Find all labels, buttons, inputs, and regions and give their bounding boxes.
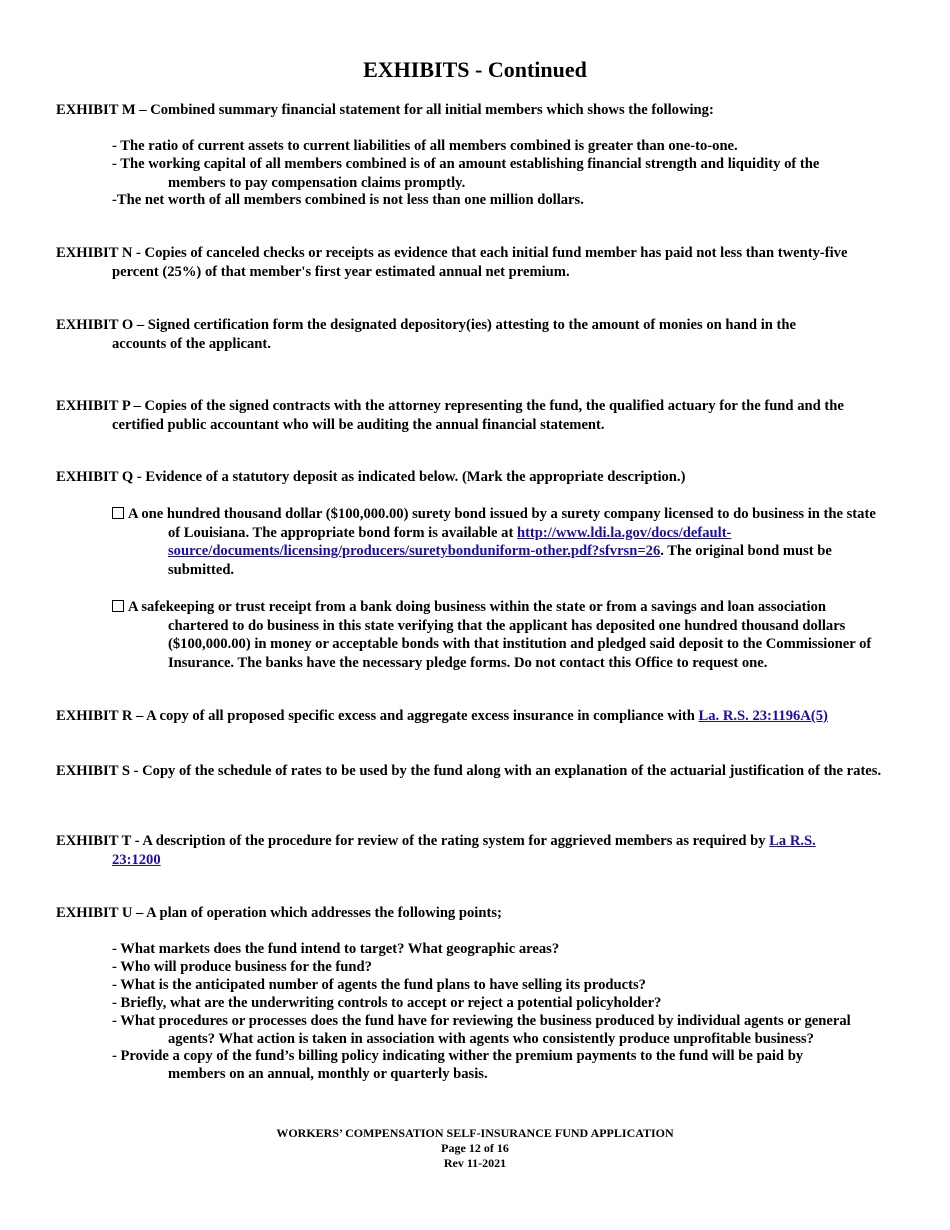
surety-bond-checkbox[interactable] [112, 507, 124, 519]
exhibit-m-item-3: -The net worth of all members combined is not less than one million dollars. [112, 192, 584, 208]
exhibit-r-text: EXHIBIT R – A copy of all proposed specific excess and aggregate excess insurance in compliance with [56, 708, 699, 724]
exhibit-q-heading: EXHIBIT Q - Evidence of a statutory deposit as indicated below. (Mark the appropriate description.) [56, 469, 686, 485]
exhibit-q-option-1-after: . The original bond must be submitted. [168, 543, 832, 578]
exhibit-r-statute-link[interactable]: La. R.S. 23:1196A(5) [698, 708, 828, 724]
exhibit-m-heading: EXHIBIT M – Combined summary financial statement for all initial members which shows the following: [56, 102, 714, 118]
safekeeping-receipt-checkbox[interactable] [112, 600, 124, 612]
exhibit-t-statute-link[interactable]: La R.S. 23:1200 [112, 833, 816, 868]
footer-page-number: Page 12 of 16 [441, 1141, 509, 1155]
exhibit-u-item-4: - Briefly, what are the underwriting controls to accept or reject a potential policyholder? [112, 995, 662, 1011]
exhibit-u-item-5: - What procedures or processes does the fund have for reviewing the business produced by individual agents or general agents? What action is taken in association with agents who consistently produce unprofitable business? [112, 1013, 851, 1047]
exhibit-n: EXHIBIT N - Copies of canceled checks or receipts as evidence that each initial fund member has paid not less than twenty-five percent (25%) of that member's first year estimated annual net premium. [56, 245, 848, 280]
footer-revision: Rev 11-2021 [443, 1156, 507, 1170]
exhibit-t [56, 832, 864, 869]
exhibit-m-item-1: - The ratio of current assets to current liabilities of all members combined is greater than one-to-one. [112, 138, 738, 154]
page-title: EXHIBITS - Continued [363, 57, 587, 82]
surety-bond-form-link[interactable]: http://www.ldi.la.gov/docs/default-source/documents/licensing/producers/suretybonduniform-other.pdf?sfvrsn=26 [168, 524, 732, 559]
exhibit-r [56, 707, 916, 725]
exhibit-q-option-2 [128, 598, 888, 672]
exhibit-t-text: EXHIBIT T - A description of the procedure for review of the rating system for aggrieved members as required by [56, 833, 770, 849]
exhibit-u-item-6: - Provide a copy of the fund’s billing policy indicating wither the premium payments to the fund will be paid by members on an annual, monthly or quarterly basis. [112, 1048, 804, 1082]
footer-form-title: WORKERS’ COMPENSATION SELF-INSURANCE FUND APPLICATION [276, 1126, 674, 1140]
exhibit-m-item-2: - The working capital of all members combined is of an amount establishing financial strength and liquidity of the members to pay compensation claims promptly. [112, 156, 820, 191]
exhibit-u-item-3: - What is the anticipated number of agents the fund plans to have selling its products? [112, 977, 646, 993]
exhibit-u-heading: EXHIBIT U – A plan of operation which addresses the following points; [56, 905, 502, 921]
exhibit-p: EXHIBIT P – Copies of the signed contracts with the attorney representing the fund, the qualified actuary for the fund and the certified public accountant who will be auditing the annual financial statement. [56, 398, 844, 433]
exhibit-q-option-1-text: A one hundred thousand dollar ($100,000.00) surety bond issued by a surety company licensed to do business in the state of Louisiana. The appropriate bond form is available at [128, 506, 876, 541]
exhibit-s: EXHIBIT S - Copy of the schedule of rates to be used by the fund along with an explanation of the actuarial justification of the rates. [56, 763, 882, 779]
exhibit-q-option-1 [128, 505, 880, 579]
exhibit-u-item-2: - Who will produce business for the fund? [112, 959, 372, 975]
exhibit-q-option-2-text: A safekeeping or trust receipt from a bank doing business within the state or from a savings and loan association chartered to do business in this state verifying that the applicant has deposited one hundred thousand dollars ($100,000.00) in money or acceptable bonds with that institution and pledged said deposit to the Commissioner of Insurance. The banks have the necessary pledge forms. Do not contact this Office to request one. [128, 599, 872, 671]
exhibit-u-item-1: - What markets does the fund intend to target? What geographic areas? [112, 941, 560, 957]
exhibit-o: EXHIBIT O – Signed certification form the designated depository(ies) attesting to the amount of monies on hand in the accounts of the applicant. [56, 317, 796, 352]
